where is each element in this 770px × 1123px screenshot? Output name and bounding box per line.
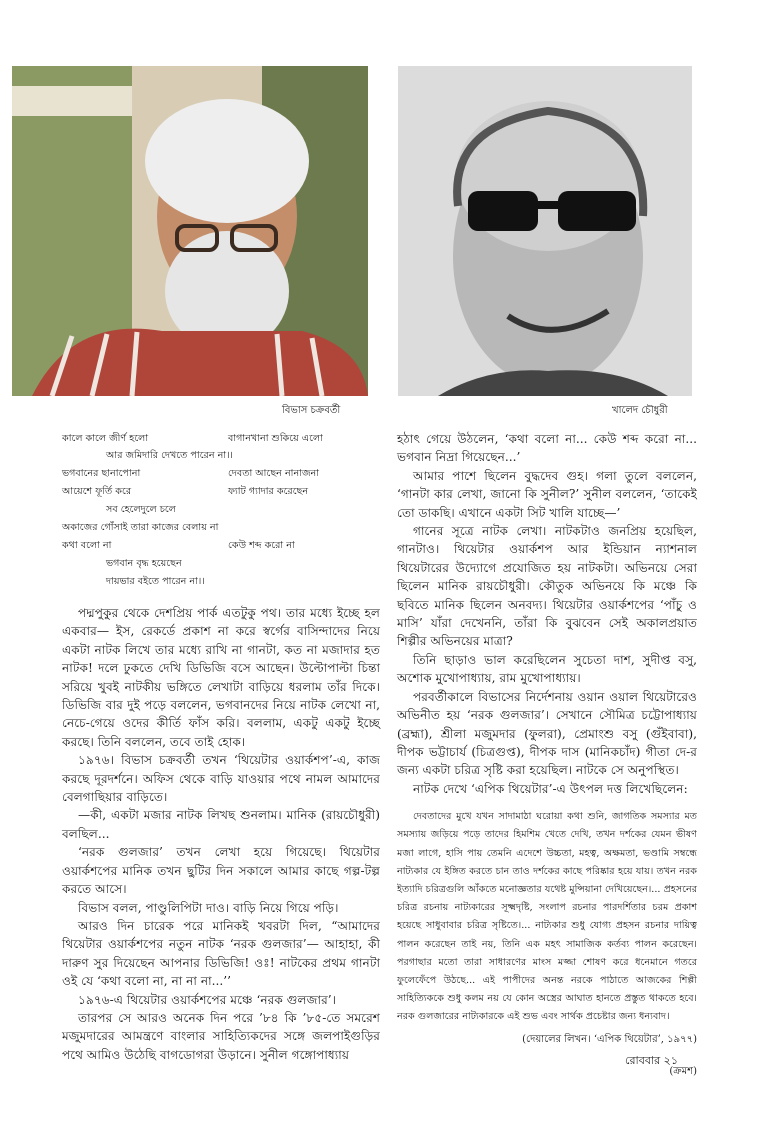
page-footer: রোববার ২১ [625, 1054, 678, 1067]
article-column-left [62, 430, 380, 1064]
body-paragraph: আমার পাশে ছিলেন বুদ্ধদেব গুহ। গলা তুলে বললেন, ‘গানটা কার লেখা, জানো কি সুনীল?’ সুনীল বললেন, ‘তাকেই তো ডাকছি। এখানে একটা সিট খালি যাচ্ছে—’ [397, 468, 697, 520]
lyric-line: আর জমিদারি দেখতে পারেন না।। [106, 450, 233, 461]
lyric-line: অকাজের গোঁসাই তারা কাজের বেলায় না [62, 522, 219, 533]
song-lyrics [62, 430, 380, 592]
lyric-line: কথা বলো না [62, 540, 112, 551]
lyric-line: দেবতা আছেন নানাজনা [228, 468, 320, 479]
article-column-right [397, 430, 697, 1081]
lyric-line: কালে কালে জীর্ণ হলো [62, 433, 149, 444]
lyric-line: সব হেলেদুলে চলে [106, 504, 176, 515]
body-paragraph: তিনি ছাড়াও ভাল করেছিলেন সুচেতা দাশ, সুদীপ্ত বসু, অশোক মুখোপাধ্যায়, রাম মুখোপাধ্যায়। [397, 652, 697, 686]
body-paragraph: আরও দিন চারেক পরে মানিকই খবরটা দিল, “আমাদের থিয়েটার ওয়ার্কশপের নতুন নাটক ‘নরক গুলজার’— আহাহা, কী দারুণ সুর দিয়েছেন আপনার ডিভিজি! ওঃ! নাটকের প্রথম গানটা ওই যে ‘কথা বলো না, না না না...’’ [62, 918, 380, 989]
block-quote: দেবতাদের মুখে যখন সাদামাঠা ঘরোয়া কথা শুনি, জাগতিক সমস্যার মত সমস্যায় জড়িয়ে পড়ে তাদের হিমশিম খেতে দেখি, তখন দর্শকের যেমন ভীষণ মজা লাগে, হাসি পায় তেমনি এদেশে উচ্চতা, মহত্ব, অক্ষমতা, ভণ্ডামি সম্বন্ধে নাট্যকার যে ইঙ্গিত করতে চান তাও দর্শকের কাছে পরিষ্কার হয়ে যায়। তখন নরক ইত্যাদি চরিত্রগুলি আঁকতে মনোজ্ঞতার যথেষ্ট মুন্সিয়ানা দেখিয়েছেন।... প্রহসনের চরিত্র রচনায় নাট্যকারের সূক্ষ্মদৃষ্টি, সংলাপ রচনার পারদর্শিতার চরম প্রকাশ হয়েছে সাধুবাবার চরিত্র সৃষ্টিতে।... নাট্যকার শুধু যোগ্য প্রহসন রচনার দায়িত্ব পালন করেছেন তাই নয়, তিনি এক মহৎ সামাজিক কর্তব্য পালন করেছেন। পরগাছার মতো তারা সাধারণের মাংস মজ্জা শোষণ করে ধনেমানে গতরে ফুলেফেঁপে উঠছে... এই পাপীদের অনন্ত নরকে পাঠাতে আজকের শিল্পী সাহিত্যিককে শুধু কলম নয় যে কোন অস্ত্রের আঘাত হানতে প্রস্তুত থাকতে হবে। নরক গুলজারের নাট্যকারকে এই শুভ এবং সার্থক প্রচেষ্টার জন্য ধন্যবাদ। [397, 811, 697, 1023]
quote-source: (দেয়ালের লিখন। ‘এপিক থিয়েটার’, ১৯৭৭) [522, 1033, 697, 1045]
body-paragraph: নাটক দেখে ‘এপিক থিয়েটার’-এ উৎপল দত্ত লিখেছিলেন: [413, 781, 688, 796]
body-paragraph: ‘নরক গুলজার’ তখন লেখা হয়ে গিয়েছে। থিয়েটার ওয়ার্কশপের মানিক তখন ছুটির দিন সকালে আমার কাছে গল্প-টল্প করতে আসে। [62, 845, 380, 897]
body-paragraph: হঠাৎ গেয়ে উঠলেন, ‘কথা বলো না... কেউ শব্দ করো না... ভগবান নিদ্রা গিয়েছেন...’ [397, 432, 697, 465]
lyric-line: দায়ভার বইতে পারেন না।। [106, 576, 205, 587]
portrait-illustration-left [12, 66, 368, 396]
lyric-line: ভগবানের ছানাপোনা [62, 468, 141, 479]
photo-caption-right: খালেদ চৌধুরী [612, 405, 668, 416]
lyric-line: আয়েশে ফূর্তি করে [62, 486, 132, 497]
body-paragraph: বিভাস বলল, পাণ্ডুলিপিটা দাও। বাড়ি নিয়ে গিয়ে পড়ি। [78, 900, 339, 915]
body-paragraph: —কী, একটা মজার নাটক লিখছ শুনলাম। মানিক (রায়চৌধুরী) বলছিল... [62, 808, 380, 841]
photo-bibhas-chakraborty [12, 66, 368, 396]
lyric-line: বাগানখানা শুকিয়ে এলো [228, 433, 323, 444]
body-paragraph: ১৯৭৬-এ থিয়েটার ওয়ার্কশপের মঞ্চে ‘নরক গুলজার’। [78, 992, 337, 1007]
lyric-line: ফ্যাট গ্যাদার করেছেন [228, 486, 309, 497]
body-paragraph: ১৯৭৬। বিভাস চক্রবর্তী তখন ‘থিয়েটার ওয়ার্কশপ’-এ, কাজ করছে দূরদর্শনে। অফিস থেকে বাড়ি যাওয়ার পথে নামল আমাদের বেলগাছিয়ার বাড়িতে। [62, 753, 380, 805]
lyric-line: কেউ শব্দ করো না [228, 540, 295, 551]
photo-khaled-chowdhury [398, 66, 692, 396]
body-paragraph: পদ্মপুকুর থেকে দেশপ্রিয় পার্ক এতটুকু পথ। তার মধ্যে ইচ্ছে হল একবার— ইস, রেকর্ডে প্রকাশ না করে স্বর্গের বাসিন্দাদের নিয়ে একটা নাটক লিখে তার মধ্যে রাখি না গানটা, কত না মজাদার হত নাটক! দলে ঢুকতে দেখি ডিভিজি বসে আছেন। উল্টোপাল্টা চিন্তা সরিয়ে খুবই নাটকীয় ভঙ্গিতে লেখাটা বাড়িয়ে ধরলাম তাঁর দিকে। ডিভিজি বার দুই পড়ে বললেন, ভগবানদের নিয়ে নাটক লেখো না, নেচে-গেয়ে ওদের কীর্তি ফাঁস করি। বললাম, একটু একটু ইচ্ছে করছে। তিনি বললেন, তবে তাই হোক। [62, 606, 380, 749]
continued-marker: (ক্রমশ) [669, 1065, 697, 1077]
photo-caption-left: বিভাস চক্রবর্তী [282, 405, 341, 416]
body-paragraph: পরবর্তীকালে বিভাসের নির্দেশনায় ওয়ান ওয়াল থিয়েটারেও অভিনীত হয় ‘নরক গুলজার’। সেখানে সৌমিত্র চট্টোপাধ্যায় (ব্রহ্মা), শ্রীলা মজুমদার (ফুলরা), প্রেমাংশু বসু (গুঁইবাবা), দীপক ভট্টাচার্য (চিত্রগুপ্ত), দীপক দাস (মানিকচাঁদ) গীতা দে-র জন্য একটা চরিত্র সৃষ্টি করা হয়েছিল। নাটকে সে অনুপস্থিত। [397, 689, 697, 778]
body-paragraph: গানের সূত্রে নাটক লেখা। নাটকটাও জনপ্রিয় হয়েছিল, গানটাও। থিয়েটার ওয়ার্কশপ আর ইন্ডিয়ান ন্যাশনাল থিয়েটারের উদ্যোগে প্রযোজিত হয় নাটকটা। অভিনয়ে সেরা ছিলেন মানিক রায়চৌধুরী। কৌতুক অভিনয়ে কি মঞ্চে কি ছবিতে মানিক ছিলেন অনবদ্য। থিয়েটার ওয়ার্কশপের ‘পাঁচু ও মাসি’ যাঁরা দেখেননি, তাঁরা কি বুঝবেন সেই অকালপ্রয়াত শিল্পীর অভিনয়ের মাত্রা? [397, 524, 697, 649]
lyric-line: ভগবান বৃদ্ধ হয়েছেন [106, 558, 182, 569]
body-paragraph: তারপর সে আরও অনেক দিন পরে ’৮৪ কি ’৮৫-তে সমরেশ মজুমদারের আমন্ত্রণে বাংলার সাহিত্যিকদের সঙ্গে জলপাইগুড়ির পথে আমিও উঠেছি বাগডোগরা উড়ানে। সুনীল গঙ্গোপাধ্যায় [62, 1010, 380, 1062]
portrait-illustration-right [398, 66, 692, 396]
